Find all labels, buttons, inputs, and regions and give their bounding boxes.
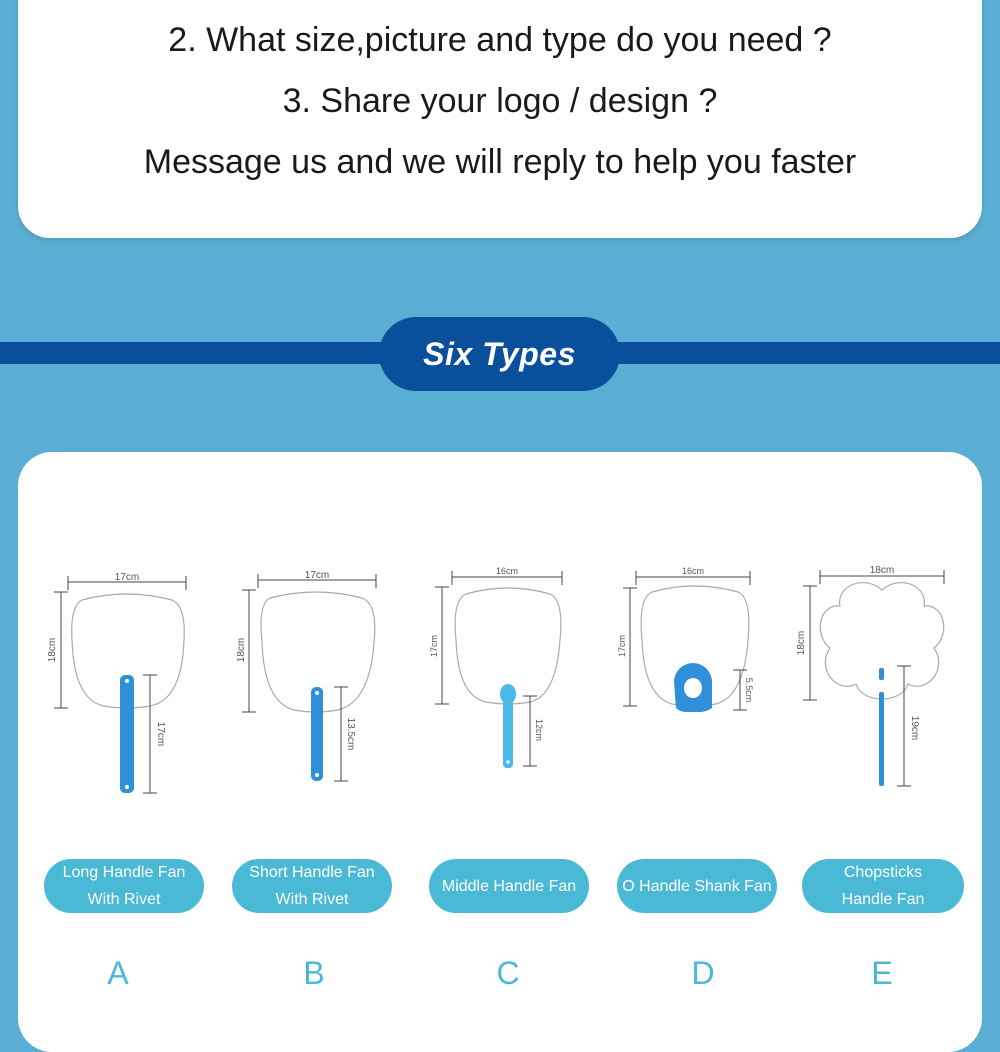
section-title: Six Types (379, 317, 620, 391)
type-button-short-handle[interactable] (232, 859, 392, 913)
fan-e-height-label: 18cm (796, 630, 807, 656)
type-letter-e: E (871, 955, 893, 991)
fan-e-handle (879, 692, 884, 786)
intro-line-size: 2. What size,picture and type do you need ? (168, 21, 832, 59)
type-button-long-handle[interactable] (44, 859, 204, 913)
type-button-long-handle-line1: Long Handle Fan (62, 864, 186, 881)
fan-d-handle-hole (684, 678, 702, 698)
type-button-long-handle-line2: With Rivet (87, 891, 161, 908)
fan-c-height-label: 17cm (429, 634, 439, 658)
type-letter-b: B (303, 955, 325, 991)
fan-c-handle-label: 12cm (534, 718, 544, 742)
type-letter-a: A (107, 955, 129, 991)
fan-e-diagram (796, 565, 944, 786)
fan-d-width-label: 16cm (681, 566, 705, 576)
type-button-short-handle-line2: With Rivet (275, 891, 349, 908)
type-button-o-handle-line1: O Handle Shank Fan (622, 877, 772, 895)
fan-d-diagram (617, 566, 754, 712)
type-letter-c: C (496, 955, 520, 991)
type-button-middle-handle[interactable] (429, 859, 589, 913)
type-button-chopsticks-handle[interactable] (802, 859, 964, 913)
type-button-chopsticks-handle-line2: Handle Fan (841, 891, 925, 908)
fan-a-height-label: 18cm (47, 637, 58, 663)
fan-b-handle (311, 687, 323, 781)
fan-e-handle-top (879, 668, 884, 680)
type-button-o-handle[interactable] (617, 859, 777, 913)
type-button-short-handle-line1: Short Handle Fan (249, 864, 375, 881)
fan-b-handle-label: 13.5cm (345, 717, 356, 751)
fan-d-handle-label: 5.5cm (744, 677, 754, 703)
fan-c-width-label: 16cm (495, 566, 519, 576)
fan-b-height-label: 18cm (236, 637, 247, 663)
fan-b-diagram (236, 570, 376, 781)
fan-a-handle-label: 17cm (155, 721, 166, 747)
intro-line-logo: 3. Share your logo / design ? (282, 82, 718, 120)
fan-e-blade (820, 583, 943, 699)
type-button-chopsticks-handle-line1: Chopsticks (843, 864, 923, 881)
fan-b-width-label: 17cm (304, 570, 330, 581)
fan-e-handle-label: 19cm (909, 715, 920, 741)
fan-d-height-label: 17cm (617, 634, 627, 658)
fan-a-width-label: 17cm (114, 572, 140, 583)
fan-a-handle (120, 675, 134, 793)
fan-c-diagram (429, 566, 562, 768)
intro-line-message: Message us and we will reply to help you faster (143, 143, 857, 181)
fan-a-diagram (47, 572, 186, 793)
fan-e-width-label: 18cm (869, 565, 895, 576)
type-letter-d: D (691, 955, 715, 991)
fan-c-handle (503, 698, 513, 768)
type-button-middle-handle-line1: Middle Handle Fan (441, 877, 577, 895)
